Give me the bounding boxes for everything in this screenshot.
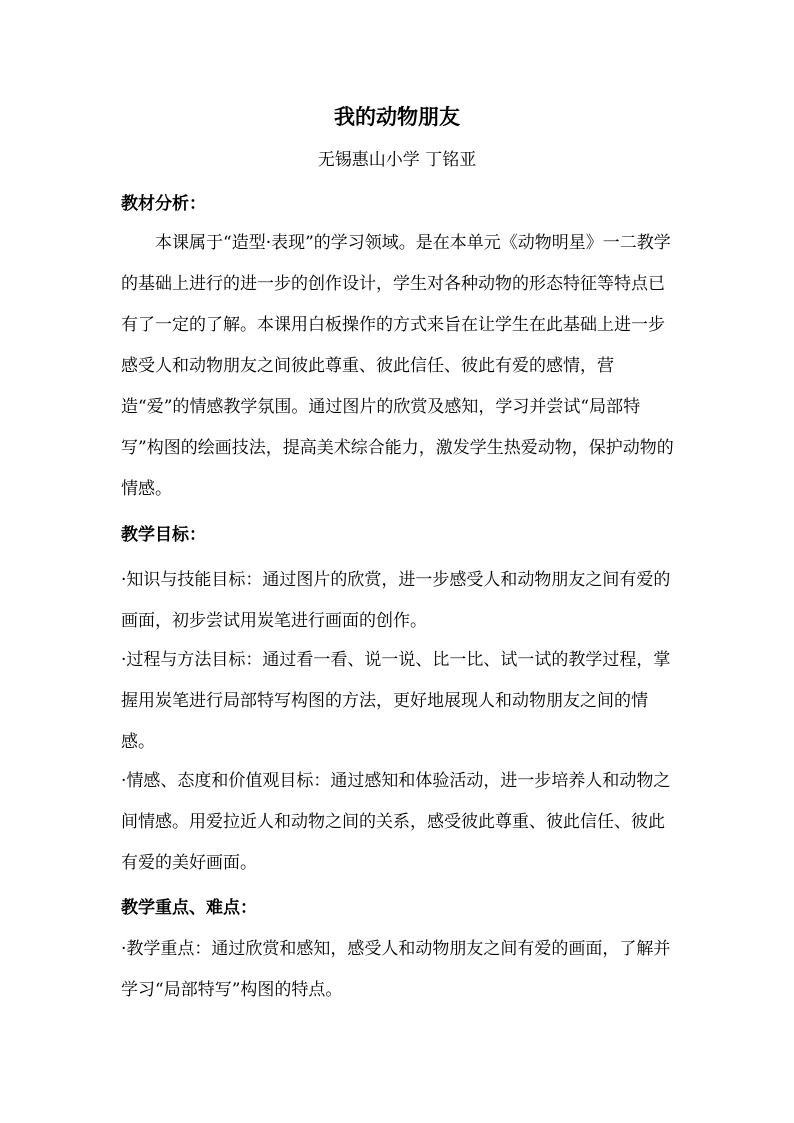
objective-knowledge-skill: ·知识与技能目标：通过图片的欣赏，进一步感受人和动物朋友之间有爱的画面，初步尝试用炭笔进行画面的创作。	[121, 570, 671, 631]
document-author: 无锡惠山小学 丁铭亚	[317, 150, 477, 170]
document-title: 我的动物朋友	[334, 104, 460, 129]
section-heading-analysis: 教材分析：	[121, 194, 206, 214]
key-point-paragraph: ·教学重点：通过欣赏和感知，感受人和动物朋友之间有爱的画面，了解并学习“局部特写”构图的特点。	[121, 939, 671, 1000]
section-heading-key-points: 教学重点、难点：	[121, 898, 257, 918]
objective-emotion-attitude: ·情感、态度和价值观目标：通过感知和体验活动，进一步培养人和动物之间情感。用爱拉近人和动物之间的关系，感受彼此尊重、彼此信任、彼此有爱的美好画面。	[121, 771, 671, 873]
analysis-paragraph: 本课属于“造型·表现”的学习领域。是在本单元《动物明星》一二教学的基础上进行的进一步的创作设计，学生对各种动物的形态特征等特点已有了一定的了解。本课用白板操作的方式来旨在让学生在此基础上进一步感受人和动物朋友之间彼此尊重、彼此信任、彼此有爱的感情，营造“爱”的情感教学氛围。通过图片的欣赏及感知，学习并尝试“局部特写”构图的绘画技法，提高美术综合能力，激发学生热爱动物，保护动物的情感。	[121, 233, 674, 499]
section-heading-objectives: 教学目标：	[121, 525, 206, 545]
objective-process-method: ·过程与方法目标：通过看一看、说一说、比一比、试一试的教学过程，掌握用炭笔进行局部特写构图的方法，更好地展现人和动物朋友之间的情感。	[121, 650, 671, 752]
